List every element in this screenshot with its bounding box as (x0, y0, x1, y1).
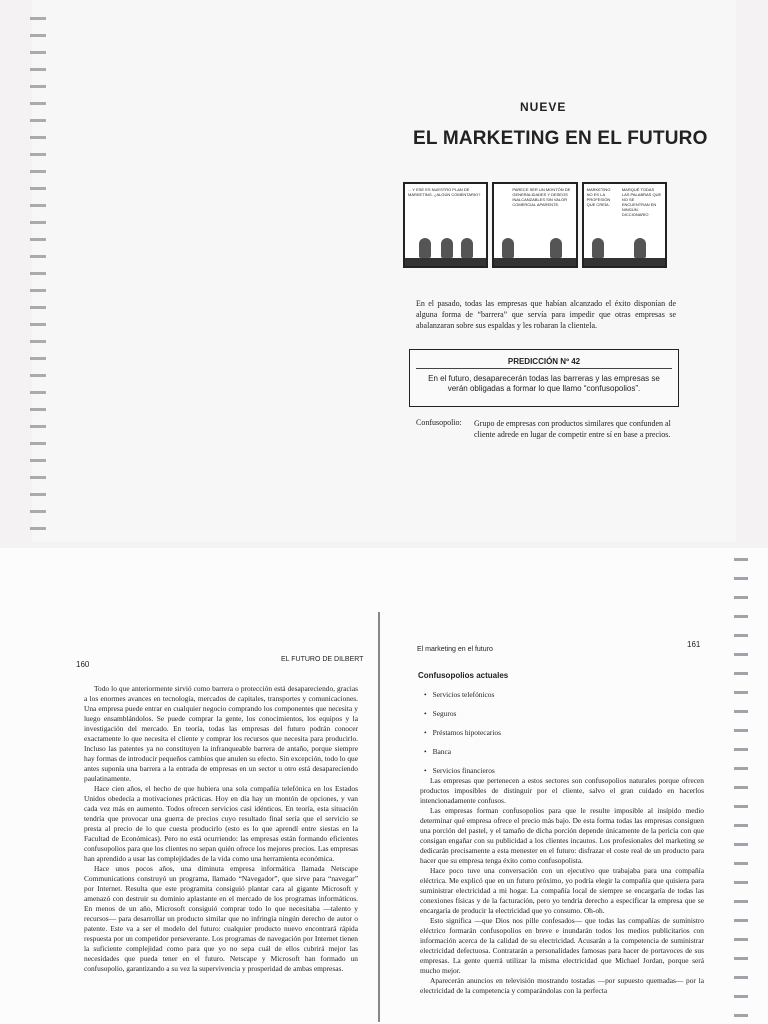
comic-desk (405, 258, 486, 266)
list-item: • Servicios financieros (424, 766, 501, 785)
body-paragraph: Las empresas forman confusopolios para que le resulte imposible al insípido medio determinar qué empresa ofrece el precio más bajo. De esta forma todas las empresas consiguen una porción del pastel, y el tamaño de dicha porción depende únicamente de la pericia con que consigan engañar con su publicidad a los clientes incautos. Los profesionales del marketing se dedicarán precisamente a esta menester en el futuro: disfrazar el coste real de un producto para hacer que su empresa tenga éxito como confusopolista. (420, 806, 704, 865)
dilbert-comic (403, 182, 667, 268)
character-figure (592, 238, 604, 258)
body-paragraph: Aparecerán anuncios en televisión mostrando tostadas —por supuesto quemadas— por la electricidad de la competencia y comparándolas con la perfecta (420, 976, 704, 995)
comic-desk (494, 258, 575, 266)
list-item: • Servicios telefónicos (424, 690, 501, 709)
character-figure (419, 238, 431, 258)
body-paragraph: Hace unos pocos años, una diminuta empresa informática llamada Netscape Communications construyó un programa, llamado “Navegador”, que sirve para “navegar” por Internet. Resulta que este programita consiguió plantar cara al gigante Microsoft y amenazó con destruir su dominio aplastante en el mercado de los programas informáticos. En menos de un año, Microsoft consiguió comprar todo lo que necesitaba —talento y recursos— para desarrollar un producto similar que no infringía ningún derecho de autor o patente. Este va a ser el modelo del futuro: cualquier producto nuevo encontrará rápida respuesta por un competidor perseverante. Los programas de navegación por Internet tienen la suficiente complejidad como para que yo no sepa cuál de ellos cubrirá mejor las necesidades que pueda tener en el futuro. Netscape y Microsoft han formado un confusopolio, garantizando a su vez la supervivencia y prosperidad de ambas empresas. (84, 864, 358, 973)
body-paragraph: Hace cien años, el hecho de que hubiera una sola compañía telefónica en los Estados Unidos obedecía a motivaciones prácticas. Hoy en día hay un montón de opciones, y van cada vez más en aumento. Todos ofrecen servicios casi idénticos. En teoría, esta situación tendría que provocar una guerra de precios cuyo resultado final sería que el servicio se presta al precio de lo que cuesta producirlo (esto es lo que aprendí entre siestas en la Facultad de Económicas). Pero no está ocurriendo: las empresas están formando eficientes confusopolios para que los clientes no sepan quién ofrece los mejores precios. Las empresas han aprendido a usar las complejidades de la vida como una herramienta económica. (84, 784, 358, 863)
bullet-list (424, 690, 501, 785)
definition-text: Grupo de empresas con productos similares que confunden al cliente adrede en lugar de competir entre sí en base a precios. (474, 419, 671, 439)
comic-panel-3 (582, 182, 667, 268)
left-page-body (84, 684, 358, 974)
spiral-binding-right (734, 548, 748, 1024)
body-paragraph: Hace poco tuve una conversación con un ejecutivo que trabajaba para una compañía eléctrica. Me explicó que en un futuro próximo, yo podría elegir la compañía que quisiera para suministrar electricidad a mi hogar. La compañía local de siempre se encargaría de todas las conexiones físicas y de la facturación, pero yo tendría derecho a especificar la empresa que se encargaría de producir la electricidad que yo consumo. Oh-oh. (420, 866, 704, 915)
speech-bubble: PARECE SER UN MONTÓN DE GENERALIDADES Y DESEOS INALCANZABLES SIN VALOR COMERCIAL APARENTE. (512, 187, 571, 207)
running-header-right: El marketing en el futuro (417, 646, 493, 653)
page-number-right: 161 (687, 640, 701, 649)
character-figure (550, 238, 562, 258)
comic-panel-1 (403, 182, 488, 268)
prediction-box (409, 349, 679, 407)
character-figure (634, 238, 646, 258)
list-item: • Préstamos hipotecarios (424, 728, 501, 747)
page-gutter (378, 612, 380, 1022)
speech-bubble: MARQUÉ TODAS LAS PALABRAS QUE NO SE ENCUENTRAN EN NINGÚN DICCIONARIO (621, 187, 662, 217)
prediction-text: En el futuro, desaparecerán todas las barreras y las empresas se verán obligadas a formar lo que llamo “confusopolios”. (428, 374, 660, 393)
character-figure (502, 238, 514, 258)
spiral-binding-left (30, 8, 46, 538)
comic-panel-2 (492, 182, 577, 268)
right-page-body (420, 776, 704, 996)
character-figure (461, 238, 473, 258)
page-number-left: 160 (76, 660, 90, 669)
chapter-title: EL MARKETING EN EL FUTURO (413, 128, 708, 149)
character-figure (441, 238, 453, 258)
prediction-title: PREDICCIÓN Nº 42 (416, 353, 672, 369)
top-page (32, 0, 736, 542)
list-item: • Banca (424, 747, 501, 766)
body-paragraph: Todo lo que anteriormente sirvió como barrera o protección está desapareciendo, gracias a los enormes avances en tecnología, mercados de capitales, transportes y comunicaciones. Una empresa puede entrar en cualquier negocio comprando los componentes que necesita y luego ensamblándolos. Se puede comprar la gente, los conocimientos, los equipos y la investigación del mercado. En teoría, todas las empresas del futuro podrán conocer exactamente lo que necesita el cliente y comprar los recursos que necesita para producirlo. Incluso las patentes ya no constituyen la infranqueable barrera de antaño, porque siempre hay formas de introducir pequeños cambios que anulen su efecto. Sin excepción, todo lo que antes suponía una barrera a la entrada de empresas en un sector u otro está desapareciendo paulatinamente. (84, 684, 358, 783)
speech-bubble: MARKETING NO ES LA PROFESIÓN QUE CREÍA. (586, 187, 611, 207)
intro-paragraph: En el pasado, todas las empresas que habían alcanzado el éxito disponían de alguna forma de “barrera” que servía para impedir que otras empresas se abalanzaran sobre sus espaldas y les robaran la clientela. (416, 299, 676, 330)
speech-bubble: ... Y ESE ES NUESTRO PLAN DE MARKETING. ¿ALGÚN COMENTARIO? (408, 187, 481, 197)
body-paragraph: Las empresas que pertenecen a estos sectores son confusopolios naturales porque ofrecen productos imposibles de distinguir por el cliente, salvo el gran cuidado en hacerlos intencionadamente confusos. (420, 776, 704, 805)
definition-term: Confusopolio: (416, 418, 462, 427)
chapter-number: NUEVE (520, 100, 567, 114)
body-paragraph: Esto significa —que Dios nos pille confesados— que todas las compañías de suministro eléctrico formarán confusopolios en breve e inundarán todos los medios publicitarios con información acerca de la calidad de su electricidad. Acusarán a la competencia de suministrar electricidad defectuosa. Contratarán a personalidades famosas para hacer de portavoces de sus empresas. La gente querrá utilizar la misma electricidad que Michael Jordan, porque será mucho mejor. (420, 916, 704, 975)
running-header-left: EL FUTURO DE DILBERT (281, 656, 364, 663)
list-item: • Seguros (424, 709, 501, 728)
section-title: Confusopolios actuales (418, 671, 509, 680)
comic-desk (584, 258, 665, 266)
